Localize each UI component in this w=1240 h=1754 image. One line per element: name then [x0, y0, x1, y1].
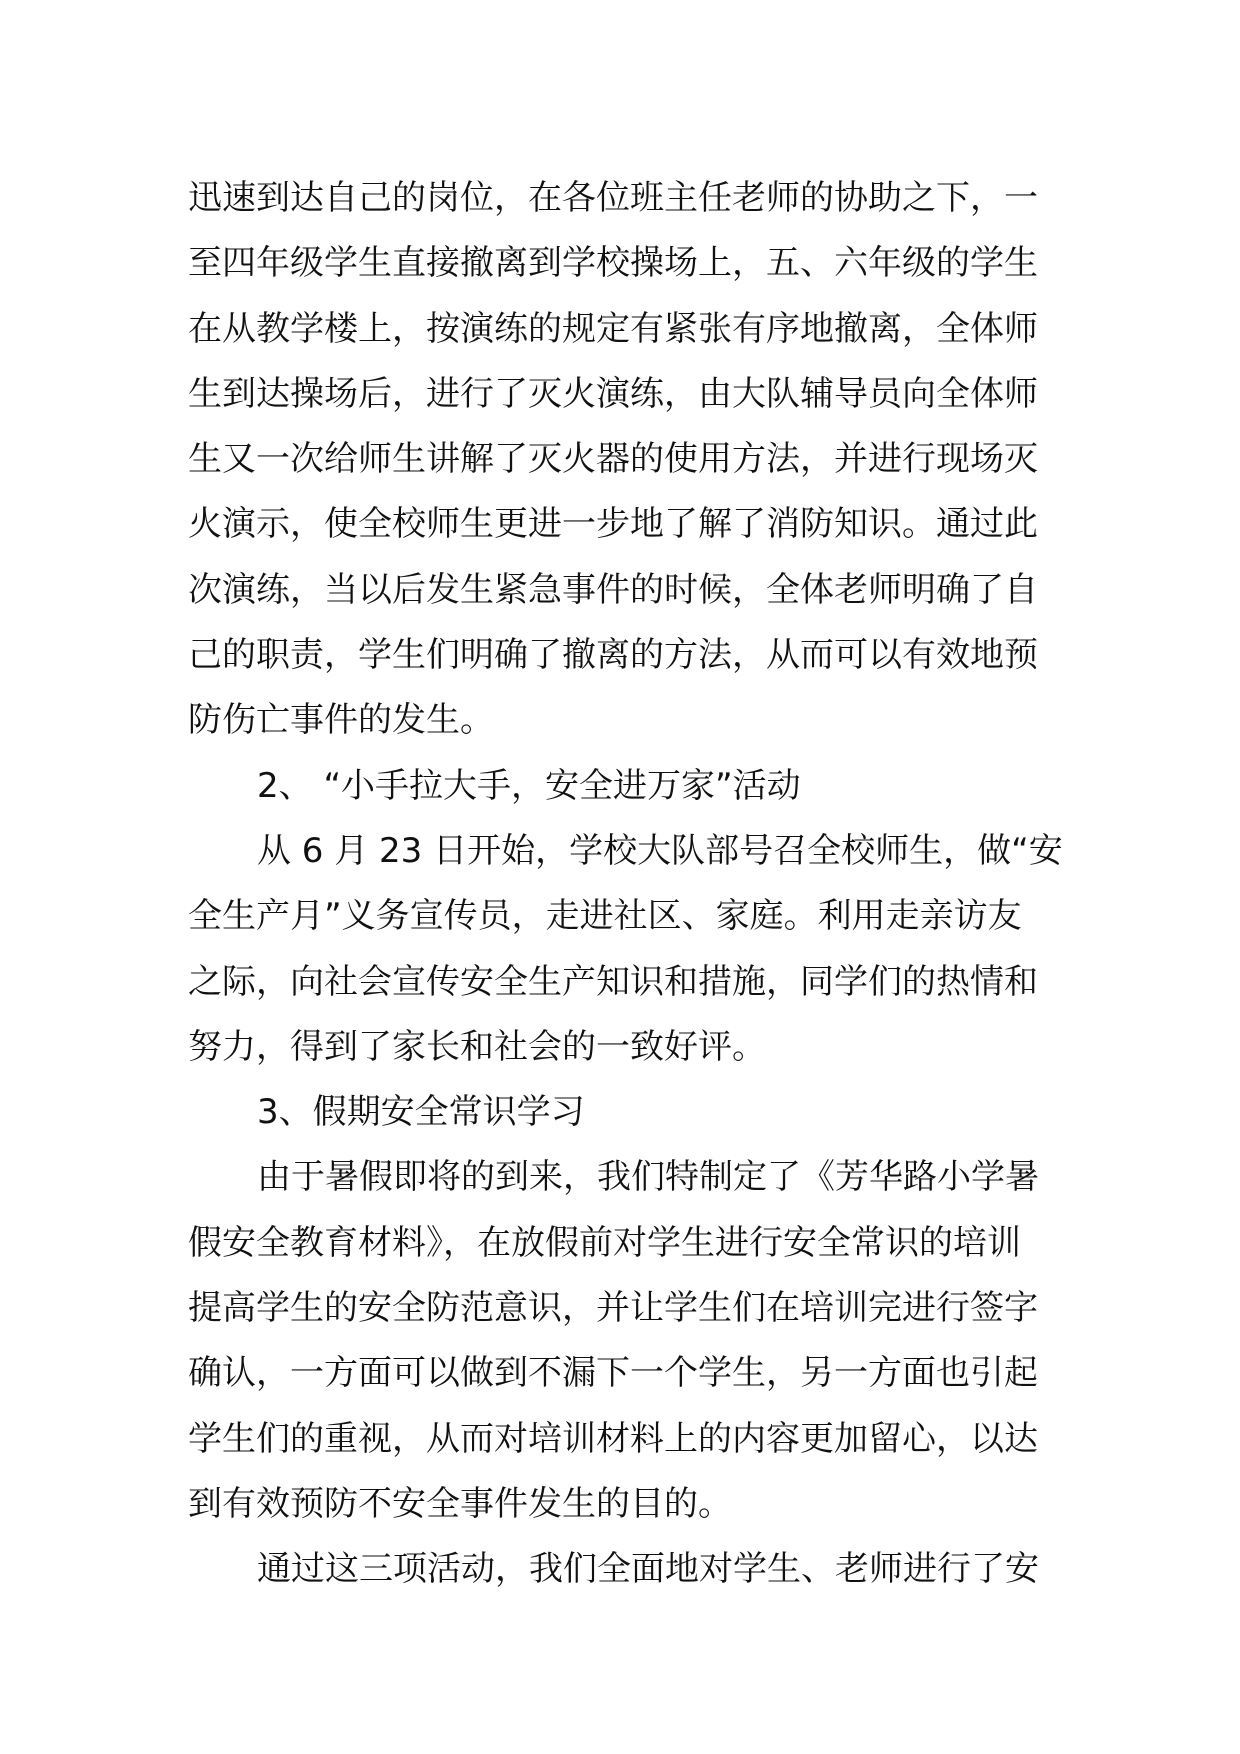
text-line: 次演练，当以后发生紧急事件的时候，全体老师明确了自 [188, 569, 1038, 610]
text-line: 至四年级学生直接撤离到学校操场上，五、六年级的学生 [188, 243, 1038, 284]
text-line: 学生们的重视，从而对培训材料上的内容更加留心，以达 [188, 1418, 1038, 1459]
text-line: 火演示，使全校师生更进一步地了解了消防知识。通过此 [188, 504, 1038, 545]
text-line: 防伤亡事件的发生。 [188, 700, 494, 741]
text-line: 生又一次给师生讲解了灭火器的使用方法，并进行现场灭 [188, 439, 1038, 480]
text-line: 之际，向社会宣传安全生产知识和措施，同学们的热情和 [188, 961, 1038, 1002]
heading-line: 3、假期安全常识学习 [257, 1092, 585, 1133]
paragraph-holiday-safety [188, 1145, 1068, 1537]
paragraph-conclusion [188, 1537, 1068, 1602]
text-line: 从 6 月 23 日开始，学校大队部号召全校师生，做“安 [257, 830, 1063, 871]
text-line: 生到达操场后，进行了灭火演练，由大队辅导员向全体师 [188, 373, 1038, 414]
text-line: 全生产月”义务宣传员，走进社区、家庭。利用走亲访友 [188, 896, 1022, 937]
text-line: 迅速到达自己的岗位，在各位班主任老师的协助之下，一 [188, 178, 1038, 218]
text-line: 通过这三项活动，我们全面地对学生、老师进行了安 [257, 1549, 1039, 1590]
paragraph-safety-campaign [188, 819, 1068, 1080]
paragraph-drill-summary [188, 166, 1068, 754]
text-line: 努力，得到了家长和社会的一致好评。 [188, 1026, 766, 1067]
text-line: 己的职责，学生们明确了撤离的方法，从而可以有效地预 [188, 635, 1038, 676]
text-line: 假安全教育材料》，在放假前对学生进行安全常识的培训 [188, 1222, 1021, 1263]
document-body [188, 166, 1068, 1603]
heading-line: 2、 “小手拉大手，安全进万家”活动 [257, 765, 801, 806]
text-line: 提高学生的安全防范意识，并让学生们在培训完进行签字 [188, 1288, 1038, 1329]
text-line: 在从教学楼上，按演练的规定有紧张有序地撤离，全体师 [188, 308, 1038, 349]
text-line: 到有效预防不安全事件发生的目的。 [188, 1483, 732, 1524]
text-line: 由于暑假即将的到来，我们特制定了《芳华路小学暑 [257, 1157, 1039, 1198]
section-heading-2 [188, 754, 1068, 819]
section-heading-3 [188, 1080, 1068, 1145]
text-line: 确认，一方面可以做到不漏下一个学生，另一方面也引起 [188, 1353, 1038, 1394]
